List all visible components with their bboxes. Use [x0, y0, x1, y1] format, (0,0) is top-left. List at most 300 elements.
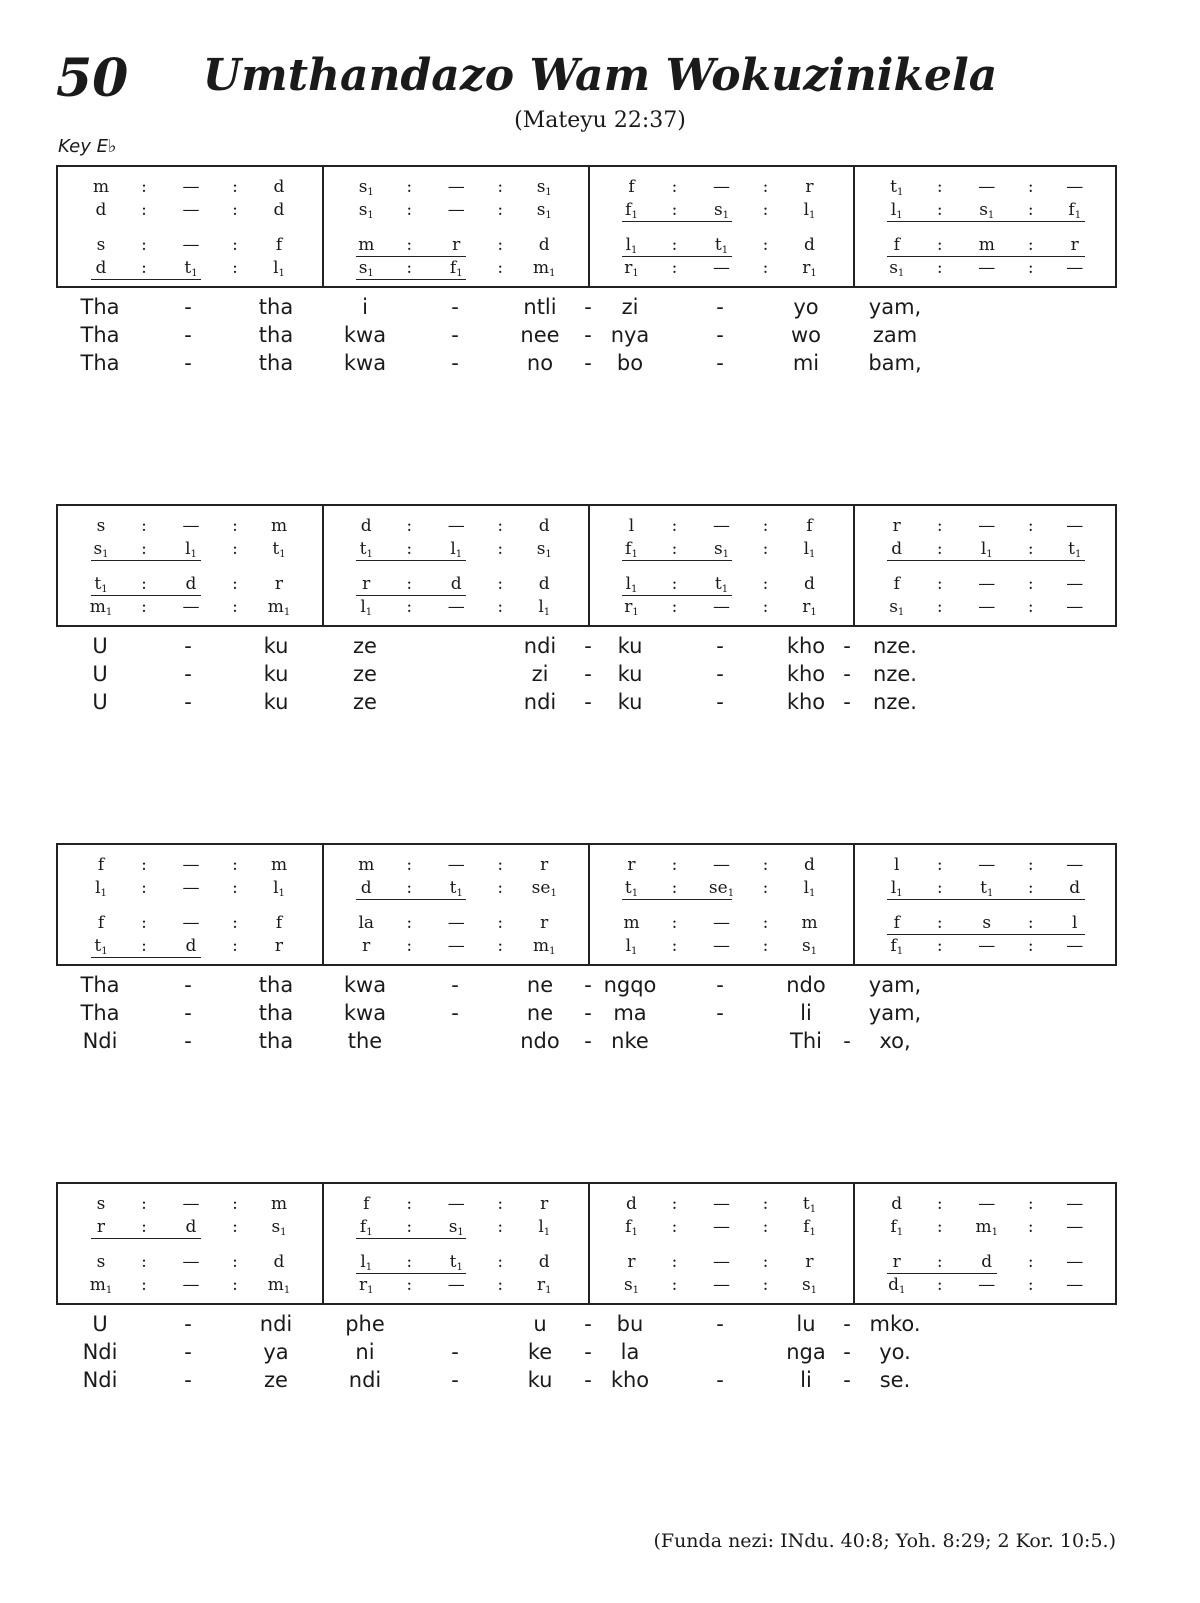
solfa-note: —: [182, 177, 200, 197]
beat-separator: :: [1027, 516, 1034, 536]
syllable-hyphen: -: [584, 1312, 592, 1336]
solfa-note: —: [713, 1194, 730, 1214]
solfa-note: d: [538, 574, 550, 594]
beat-separator: :: [671, 539, 678, 559]
solfa-note: r: [892, 516, 901, 536]
beat-separator: :: [762, 855, 769, 875]
beat-separator: :: [497, 1217, 504, 1237]
beat-separator: :: [671, 258, 678, 278]
solfa-note: $l_1$: [803, 200, 816, 221]
lyric-syllable: tha: [258, 351, 294, 375]
solfa-note: d: [185, 936, 197, 956]
solfa-note: —: [447, 855, 465, 875]
syllable-hyphen: -: [716, 1312, 724, 1336]
syllable-hyphen: -: [451, 1340, 459, 1364]
beat-separator: :: [406, 539, 413, 559]
solfa-note: —: [713, 177, 730, 197]
bar-line: [853, 167, 855, 286]
beat-underline: [622, 221, 732, 222]
beat-underline: [887, 1273, 997, 1274]
solfa-note: r: [1070, 235, 1079, 255]
hymn-title: Umthandazo Wam Wokuzinikela: [202, 50, 998, 101]
beat-separator: :: [762, 177, 769, 197]
solfa-note: —: [182, 913, 200, 933]
beat-separator: :: [141, 235, 147, 255]
solfa-note: —: [713, 936, 730, 956]
beat-separator: :: [671, 177, 678, 197]
beat-separator: :: [936, 855, 943, 875]
lyric-syllable: ne: [526, 973, 554, 997]
solfa-note: r: [627, 1252, 636, 1272]
beat-separator: :: [671, 235, 678, 255]
beat-separator: :: [232, 597, 238, 617]
solfa-note: d: [891, 1194, 903, 1214]
beat-separator: :: [762, 878, 769, 898]
beat-separator: :: [762, 1275, 769, 1295]
lyric-syllable: ndi: [523, 690, 557, 714]
beat-separator: :: [406, 1194, 413, 1214]
beat-underline: [622, 595, 732, 596]
beat-separator: :: [141, 1275, 147, 1295]
solfa-note: d: [450, 574, 462, 594]
solfa-note: m: [270, 1194, 288, 1214]
solfa-note: m: [270, 855, 288, 875]
beat-underline: [91, 957, 201, 958]
solfa-note: m: [92, 177, 110, 197]
lyric-syllable: kho: [786, 662, 826, 686]
solfa-note: —: [713, 258, 730, 278]
lyric-syllable: Ndi: [82, 1340, 118, 1364]
solfa-note: la: [358, 913, 375, 933]
syllable-hyphen: -: [451, 351, 459, 375]
beat-separator: :: [936, 200, 943, 220]
solfa-note: f: [893, 574, 900, 594]
beat-separator: :: [497, 516, 504, 536]
beat-separator: :: [406, 516, 413, 536]
solfa-note: $f_1$: [890, 1217, 904, 1238]
beat-separator: :: [497, 200, 504, 220]
beat-separator: :: [936, 258, 943, 278]
beat-separator: :: [406, 235, 413, 255]
beat-separator: :: [762, 913, 769, 933]
beat-underline: [887, 934, 1085, 935]
lyric-syllable: Ndi: [82, 1029, 118, 1053]
lyric-syllable: ze: [353, 634, 377, 658]
lyric-syllable: tha: [258, 323, 294, 347]
solfa-note: —: [978, 936, 996, 956]
solfa-note: —: [978, 516, 996, 536]
beat-separator: :: [232, 574, 238, 594]
syllable-hyphen: -: [451, 295, 459, 319]
solfa-note: —: [978, 1275, 996, 1295]
solfa-note: —: [978, 597, 996, 617]
lyric-syllable: kho: [786, 690, 826, 714]
solfa-note: r: [540, 855, 549, 875]
solfa-note: $s_1$: [93, 539, 109, 560]
beat-separator: :: [141, 516, 147, 536]
beat-separator: :: [762, 597, 769, 617]
lyric-syllable: kwa: [343, 973, 387, 997]
beat-underline: [887, 221, 1085, 222]
solfa-note: —: [1066, 1252, 1084, 1272]
solfa-note: r: [274, 936, 284, 956]
solfa-note: —: [447, 516, 465, 536]
solfa-note: $s_1$: [889, 258, 905, 279]
beat-separator: :: [406, 597, 413, 617]
syllable-hyphen: -: [843, 1340, 851, 1364]
solfa-note: $t_1$: [449, 878, 463, 899]
lyric-syllable: nze.: [873, 662, 917, 686]
bar-line: [322, 1184, 324, 1303]
beat-separator: :: [936, 177, 943, 197]
solfa-note: $l_1$: [95, 878, 107, 899]
scripture-reference: (Mateyu 22:37): [514, 108, 686, 133]
solfa-note: f: [893, 913, 900, 933]
syllable-hyphen: -: [184, 1001, 192, 1025]
measure-box: [56, 1182, 1117, 1305]
solfa-note: d: [95, 200, 107, 220]
beat-separator: :: [406, 855, 413, 875]
beat-separator: :: [1027, 913, 1034, 933]
solfa-note: $l_1$: [625, 574, 638, 595]
solfa-note: $s_1$: [358, 200, 374, 221]
beat-separator: :: [1027, 855, 1034, 875]
solfa-note: $s_1$: [271, 1217, 287, 1238]
beat-separator: :: [1027, 1217, 1034, 1237]
solfa-note: d: [185, 1217, 197, 1237]
solfa-note: m: [358, 855, 375, 875]
beat-separator: :: [232, 1252, 238, 1272]
lyric-syllable: ya: [263, 1340, 289, 1364]
lyric-syllable: yo.: [879, 1340, 911, 1364]
syllable-hyphen: -: [451, 973, 459, 997]
solfa-note: r: [805, 1252, 814, 1272]
syllable-hyphen: -: [584, 351, 592, 375]
solfa-note: —: [182, 1194, 200, 1214]
beat-separator: :: [141, 200, 147, 220]
solfa-note: $m_1$: [975, 1217, 998, 1238]
hymn-number: 50: [56, 48, 129, 109]
beat-separator: :: [497, 597, 504, 617]
beat-separator: :: [671, 878, 678, 898]
solfa-note: —: [447, 936, 465, 956]
lyric-syllable: Tha: [80, 351, 120, 375]
lyric-syllable: mko.: [869, 1312, 921, 1336]
lyric-syllable: mi: [792, 351, 820, 375]
beat-separator: :: [232, 913, 238, 933]
lyric-syllable: ndi: [523, 634, 557, 658]
solfa-note: d: [360, 878, 372, 898]
beat-separator: :: [141, 936, 147, 956]
syllable-hyphen: -: [184, 295, 192, 319]
syllable-hyphen: -: [584, 323, 592, 347]
bar-line: [853, 845, 855, 964]
beat-separator: :: [141, 1194, 147, 1214]
solfa-note: $s_1$: [713, 200, 730, 221]
beat-separator: :: [232, 539, 238, 559]
lyric-syllable: U: [92, 634, 108, 658]
beat-separator: :: [936, 235, 943, 255]
solfa-note: d: [1069, 878, 1081, 898]
beat-separator: :: [232, 878, 238, 898]
beat-separator: :: [497, 1252, 504, 1272]
solfa-note: d: [804, 235, 815, 255]
solfa-note: $f_1$: [1068, 200, 1082, 221]
lyric-syllable: kho: [610, 1368, 650, 1392]
beat-separator: :: [1027, 1194, 1034, 1214]
solfa-note: $s_1$: [979, 200, 995, 221]
solfa-note: $m_1$: [89, 1275, 113, 1296]
solfa-note: m: [358, 235, 375, 255]
solfa-note: —: [1066, 1275, 1084, 1295]
solfa-note: —: [182, 855, 200, 875]
beat-underline: [356, 1273, 466, 1274]
solfa-note: $t_1$: [359, 539, 373, 560]
solfa-note: $t_1$: [94, 936, 108, 957]
solfa-note: $l_1$: [890, 878, 903, 899]
solfa-note: $s_1$: [536, 177, 552, 198]
beat-separator: :: [671, 200, 678, 220]
lyric-syllable: nze.: [873, 634, 917, 658]
key-signature: Key E♭: [58, 136, 117, 157]
syllable-hyphen: -: [843, 1368, 851, 1392]
lyric-syllable: ze: [264, 1368, 288, 1392]
lyric-syllable: ngqo: [603, 973, 657, 997]
lyric-syllable: phe: [345, 1312, 385, 1336]
solfa-note: $m_1$: [89, 597, 113, 618]
solfa-note: $r_1$: [624, 597, 639, 618]
lyric-syllable: i: [362, 295, 368, 319]
beat-separator: :: [762, 516, 769, 536]
lyric-syllable: ze: [353, 662, 377, 686]
solfa-note: $t_1$: [890, 177, 904, 198]
lyric-syllable: nze.: [873, 690, 917, 714]
syllable-hyphen: -: [451, 323, 459, 347]
beat-separator: :: [232, 516, 238, 536]
solfa-note: —: [182, 1275, 200, 1295]
beat-separator: :: [497, 1194, 504, 1214]
beat-underline: [356, 279, 466, 280]
solfa-note: m: [623, 913, 640, 933]
syllable-hyphen: -: [184, 1340, 192, 1364]
beat-separator: :: [141, 878, 147, 898]
solfa-note: —: [713, 1275, 730, 1295]
lyric-syllable: ku: [617, 662, 643, 686]
solfa-note: —: [1066, 574, 1084, 594]
syllable-hyphen: -: [584, 973, 592, 997]
solfa-note: d: [626, 1194, 637, 1214]
beat-separator: :: [1027, 597, 1034, 617]
lyric-syllable: xo,: [879, 1029, 911, 1053]
lyric-syllable: tha: [258, 1001, 294, 1025]
solfa-note: d: [981, 1252, 993, 1272]
solfa-note: $m_1$: [267, 1275, 291, 1296]
solfa-note: $d_1$: [888, 1275, 906, 1296]
lyric-syllable: nke: [611, 1029, 649, 1053]
lyric-syllable: tha: [258, 1029, 294, 1053]
solfa-note: $s_1$: [623, 1275, 640, 1296]
solfa-note: $t_1$: [980, 878, 994, 899]
lyric-syllable: ku: [527, 1368, 553, 1392]
bar-line: [322, 167, 324, 286]
lyric-syllable: U: [92, 1312, 108, 1336]
lyric-syllable: ntli: [523, 295, 557, 319]
solfa-note: r: [892, 1252, 901, 1272]
syllable-hyphen: -: [716, 1001, 724, 1025]
solfa-note: $f_1$: [359, 1217, 373, 1238]
beat-separator: :: [1027, 177, 1034, 197]
beat-separator: :: [232, 200, 238, 220]
lyric-syllable: yam,: [868, 295, 922, 319]
syllable-hyphen: -: [843, 1029, 851, 1053]
syllable-hyphen: -: [716, 690, 724, 714]
solfa-note: —: [1066, 1217, 1084, 1237]
lyric-syllable: li: [800, 1001, 812, 1025]
syllable-hyphen: -: [184, 1368, 192, 1392]
solfa-note: l: [628, 516, 635, 536]
solfa-note: —: [447, 1275, 465, 1295]
solfa-note: s: [96, 1194, 106, 1214]
syllable-hyphen: -: [584, 662, 592, 686]
beat-separator: :: [497, 574, 504, 594]
lyric-syllable: Tha: [80, 973, 120, 997]
lyric-syllable: tha: [258, 295, 294, 319]
lyric-syllable: yo: [793, 295, 819, 319]
lyric-syllable: ne: [526, 1001, 554, 1025]
solfa-note: $s_1$: [536, 200, 552, 221]
lyric-syllable: Tha: [80, 1001, 120, 1025]
beat-separator: :: [1027, 574, 1034, 594]
beat-separator: :: [406, 200, 413, 220]
solfa-note: $m_1$: [267, 597, 291, 618]
beat-separator: :: [232, 1275, 238, 1295]
lyric-syllable: wo: [790, 323, 822, 347]
syllable-hyphen: -: [584, 1368, 592, 1392]
solfa-note: $t_1$: [94, 574, 108, 595]
lyric-syllable: Tha: [80, 323, 120, 347]
footer-reference: (Funda nezi: INdu. 40:8; Yoh. 8:29; 2 Kor. 10:5.): [653, 1530, 1116, 1552]
beat-separator: :: [762, 1252, 769, 1272]
solfa-note: —: [978, 574, 996, 594]
solfa-note: r: [805, 177, 814, 197]
beat-separator: :: [936, 1252, 943, 1272]
solfa-note: d: [804, 855, 815, 875]
syllable-hyphen: -: [843, 690, 851, 714]
solfa-note: —: [447, 200, 465, 220]
beat-separator: :: [671, 855, 678, 875]
syllable-hyphen: -: [716, 351, 724, 375]
beat-separator: :: [762, 200, 769, 220]
beat-separator: :: [671, 1275, 678, 1295]
solfa-note: —: [713, 1217, 730, 1237]
solfa-note: f: [893, 235, 900, 255]
solfa-note: —: [447, 913, 465, 933]
syllable-hyphen: -: [184, 690, 192, 714]
beat-separator: :: [762, 258, 769, 278]
lyric-syllable: ni: [355, 1340, 375, 1364]
beat-underline: [356, 1238, 466, 1239]
lyric-syllable: Thi: [790, 1029, 822, 1053]
lyric-syllable: yam,: [868, 1001, 922, 1025]
solfa-note: —: [978, 258, 996, 278]
solfa-note: $s_1$: [536, 539, 552, 560]
lyric-syllable: tha: [258, 973, 294, 997]
syllable-hyphen: -: [584, 1001, 592, 1025]
beat-separator: :: [762, 539, 769, 559]
beat-separator: :: [762, 1217, 769, 1237]
beat-separator: :: [497, 235, 504, 255]
bar-line: [853, 506, 855, 625]
syllable-hyphen: -: [584, 690, 592, 714]
solfa-note: $f_1$: [625, 200, 638, 221]
solfa-note: m: [270, 516, 288, 536]
solfa-note: $l_1$: [273, 258, 285, 279]
beat-separator: :: [1027, 235, 1034, 255]
solfa-note: $m_1$: [533, 258, 556, 279]
solfa-note: s: [982, 913, 992, 933]
syllable-hyphen: -: [843, 662, 851, 686]
syllable-hyphen: -: [716, 295, 724, 319]
beat-underline: [887, 256, 1085, 257]
beat-separator: :: [141, 539, 147, 559]
beat-separator: :: [232, 855, 238, 875]
measure-box: [56, 843, 1117, 966]
beat-separator: :: [232, 177, 238, 197]
solfa-note: $s_1$: [358, 177, 374, 198]
beat-separator: :: [671, 1194, 678, 1214]
beat-underline: [356, 560, 466, 561]
beat-separator: :: [232, 1217, 238, 1237]
beat-separator: :: [936, 1275, 943, 1295]
solfa-note: —: [447, 1194, 465, 1214]
solfa-note: f: [275, 235, 283, 255]
beat-separator: :: [1027, 1275, 1034, 1295]
solfa-note: $l_1$: [450, 539, 463, 560]
solfa-note: —: [1066, 258, 1084, 278]
beat-separator: :: [671, 913, 678, 933]
beat-underline: [91, 595, 201, 596]
beat-separator: :: [406, 258, 413, 278]
beat-separator: :: [497, 855, 504, 875]
solfa-note: d: [891, 539, 903, 559]
lyric-syllable: zi: [531, 662, 549, 686]
beat-separator: :: [141, 597, 147, 617]
lyric-syllable: li: [800, 1368, 812, 1392]
beat-underline: [91, 279, 201, 280]
beat-separator: :: [141, 177, 147, 197]
beat-separator: :: [406, 177, 413, 197]
lyric-syllable: kwa: [343, 1001, 387, 1025]
solfa-note: —: [978, 177, 996, 197]
solfa-note: $t_1$: [802, 1194, 817, 1215]
solfa-note: r: [362, 574, 371, 594]
beat-separator: :: [762, 574, 769, 594]
beat-separator: :: [141, 1217, 147, 1237]
beat-separator: :: [762, 936, 769, 956]
lyric-syllable: the: [347, 1029, 383, 1053]
solfa-note: $s_1$: [889, 597, 905, 618]
beat-underline: [887, 560, 1085, 561]
lyric-syllable: u: [533, 1312, 547, 1336]
measure-box: [56, 165, 1117, 288]
syllable-hyphen: -: [716, 634, 724, 658]
beat-separator: :: [1027, 936, 1034, 956]
lyric-syllable: nga: [786, 1340, 826, 1364]
solfa-note: $r_1$: [536, 1275, 552, 1296]
solfa-note: m: [801, 913, 818, 933]
solfa-note: $l_1$: [803, 539, 816, 560]
beat-separator: :: [671, 1217, 678, 1237]
